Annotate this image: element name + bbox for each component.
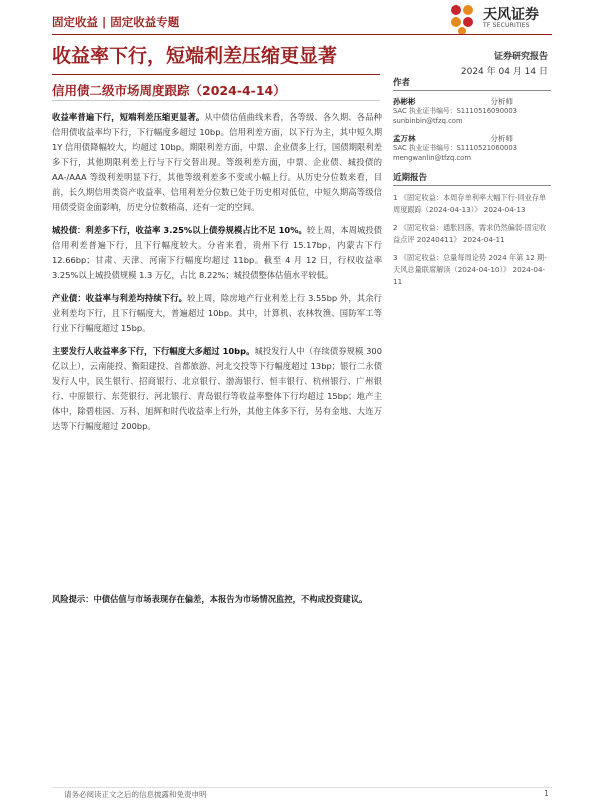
paragraph-lead: 产业债：收益率与利差均持续下行。	[52, 293, 188, 303]
analyst-cert: SAC 执业证书编号：S1110516090003	[393, 107, 517, 115]
analyst-email[interactable]: mengwanlin@tfzq.com	[393, 153, 471, 162]
recent-report-item[interactable]: 1 《固定收益：本周存单利率大幅下行-同业存单周度跟踪（2024-04-13）》 2024-04-13	[393, 193, 547, 214]
analyst-card	[393, 97, 551, 126]
paragraph-text: 从中债估值曲线来看，各等级、各久期、各品种信用债收益率均下行，下行幅度多超过 10bp。信用利差方面，以下行为主，其中短久期 1Y 信用债降幅较大，均超过 10bp。期限利差方面，中票、企业债多上行，国债期限利差多下行，其他期限利差上行与下行交替出现。等级利差方面，中票、企业债、城投债的 AA-/AAA 等级利差明显下行，其他等级利差多不变或小幅上行。从历史分位数来看，目前，长久期信用类资产收益率、信用利差分位数已处于历史相对低位，中短久期高等级信用债受资金面影响，历史分位数稍高，还有一定的空间。	[52, 112, 382, 212]
analyst-card	[393, 134, 551, 163]
report-type: 证券研究报告	[493, 52, 548, 62]
logo-subtext: TF SECURITIES	[483, 22, 530, 29]
footer-rule	[52, 787, 552, 788]
paragraph-lead: 收益率普遍下行，短端利差压缩更显著。	[52, 112, 205, 122]
recent-report-item[interactable]: 2 《固定收益：通胀回落，需求仍然偏弱-固定收益点评 20240411》 2024-04-11	[393, 223, 547, 244]
analyst-name: 孙彬彬	[393, 97, 416, 106]
recent-reports-heading: 近期报告	[393, 171, 551, 186]
analyst-name: 孟万林	[393, 134, 416, 143]
summary-body	[52, 110, 382, 442]
header-category: 固定收益 | 固定收益专题	[52, 15, 180, 29]
report-subtitle: 信用债二级市场周度跟踪（2024-4-14）	[52, 83, 286, 98]
header-rule	[52, 34, 552, 35]
report-date: 2024 年 04 月 14 日	[460, 67, 548, 77]
footer-disclaimer: 请务必阅读正文之后的信息披露和免责申明	[64, 790, 207, 799]
paragraph-text: 城投发行人中（存续债券规模 300 亿以上），云南能投、衡阳建投、首都旅游、河北交投等下行幅度超过 13bp；银行二永债发行人中，民生银行、招商银行、北京银行、渤海银行、恒丰银行、杭州银行、广州银行、中原银行、东莞银行、河北银行、青岛银行等收益率整体下行均超过 15bp；地产主体中，除碧桂园、万科、旭辉和时代收益率上行外，其他主体多下行，另有金地、大连万达等下行幅度超过 200bp。	[52, 346, 382, 431]
page-number: 1	[544, 789, 549, 798]
report-title: 收益率下行，短端利差压缩更显著	[52, 45, 338, 67]
title-rule	[52, 74, 380, 75]
logo-text: 天风证券	[483, 7, 539, 23]
subtitle-rule	[52, 100, 380, 101]
recent-report-item[interactable]: 3 《固定收益：总量每周论势 2024 年第 12 期-天风总量联席解读（2024-04-10）》 2024-04-11	[393, 253, 547, 286]
paragraph-text: 较上周，本周城投债信用利差普遍下行，且下行幅度较大。分省来看，贵州下行 15.17bp，内蒙古下行 12.66bp；甘肃、天津、河南下行幅度均超过 11bp。截至 4 月 12 日，行权收益率 3.25%以上城投债规模 1.3 万亿，占比 8.22%；城投债整体估值水平较低。	[52, 225, 382, 280]
summary-paragraph	[52, 110, 382, 215]
sidebar	[393, 76, 551, 294]
summary-paragraph	[52, 344, 382, 434]
analyst-email[interactable]: sunbinbin@tfzq.com	[393, 116, 463, 125]
analyst-cert: SAC 执业证书编号：S1110521060003	[393, 144, 517, 152]
summary-paragraph	[52, 223, 382, 283]
summary-paragraph	[52, 291, 382, 336]
paragraph-lead: 城投债：利差多下行，收益率 3.25%以上债券规模占比不足 10%。	[52, 225, 307, 235]
authors-heading: 作者	[393, 76, 551, 91]
analyst-role: 分析师	[490, 97, 513, 106]
risk-warning: 风险提示：中债估值与市场表现存在偏差，本报告为市场情况监控，不构成投资建议。	[52, 594, 368, 604]
paragraph-lead: 主要发行人收益率多下行，下行幅度大多超过 10bp。	[52, 346, 255, 356]
analyst-role: 分析师	[490, 134, 513, 143]
paragraph-text: 较上周，除房地产行业利差上行 3.55bp 外，其余行业利差均下行，且下行幅度大，普遍超过 10bp。其中，计算机、农林牧渔、国防军工等行业下行幅度超过 15bp。	[52, 293, 382, 333]
